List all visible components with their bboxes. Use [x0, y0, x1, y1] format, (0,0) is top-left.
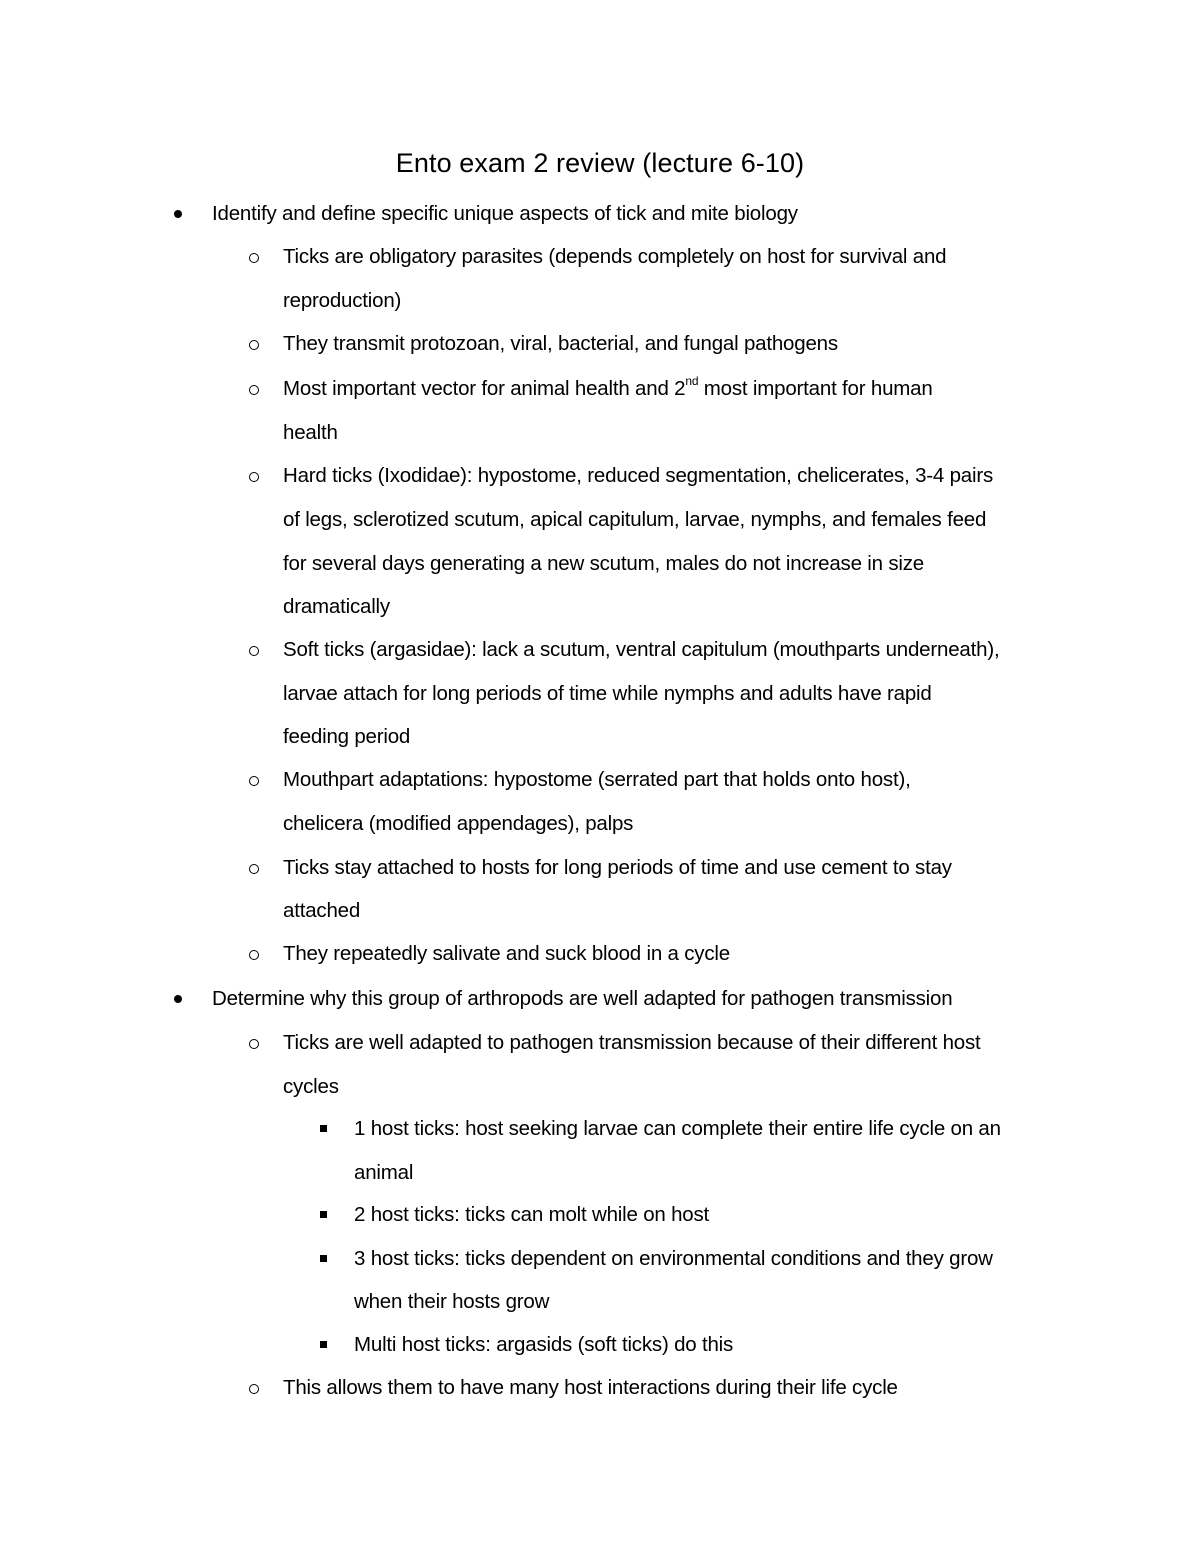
- bullet-square-icon: [320, 1211, 327, 1218]
- sub-list-item-line: 3 host ticks: ticks dependent on environmental conditions and they grow: [354, 1247, 993, 1270]
- list-item-line: They transmit protozoan, viral, bacterial, and fungal pathogens: [283, 332, 838, 355]
- list-item-line: Ticks stay attached to hosts for long periods of time and use cement to stay: [283, 856, 952, 879]
- list-item-line: attached: [283, 899, 361, 922]
- bullet-circle-icon: [249, 472, 259, 482]
- bullet-square-icon: [320, 1125, 327, 1132]
- bullet-dot-icon: [174, 210, 182, 218]
- list-item-line: cycles: [283, 1075, 339, 1098]
- sub-list-item-line: 1 host ticks: host seeking larvae can complete their entire life cycle on an: [354, 1117, 1001, 1140]
- list-item-line: reproduction): [283, 289, 402, 312]
- list-item-line: Soft ticks (argasidae): lack a scutum, ventral capitulum (mouthparts underneath),: [283, 638, 1000, 661]
- bullet-circle-icon: [249, 385, 259, 395]
- bullet-circle-icon: [249, 253, 259, 263]
- superscript: nd: [685, 374, 699, 389]
- list-item-line: larvae attach for long periods of time while nymphs and adults have rapid: [283, 682, 932, 705]
- document-title: Ento exam 2 review (lecture 6-10): [395, 148, 805, 178]
- list-item-line: Mouthpart adaptations: hypostome (serrated part that holds onto host),: [283, 768, 911, 791]
- bullet-dot-icon: [174, 995, 182, 1003]
- list-item-line: for several days generating a new scutum, males do not increase in size: [283, 552, 924, 575]
- list-item-line: [283, 374, 933, 404]
- bullet-square-icon: [320, 1255, 327, 1262]
- list-item-line: of legs, sclerotized scutum, apical capitulum, larvae, nymphs, and females feed: [283, 508, 987, 531]
- list-item-text: most important for human: [698, 377, 933, 400]
- sub-list-item-line: animal: [354, 1161, 414, 1184]
- sub-list-item-line: when their hosts grow: [354, 1290, 550, 1313]
- sub-list-item-line: 2 host ticks: ticks can molt while on host: [354, 1203, 710, 1226]
- section-heading: Determine why this group of arthropods are well adapted for pathogen transmission: [212, 987, 953, 1010]
- list-item-line: feeding period: [283, 725, 411, 748]
- list-item-line: chelicera (modified appendages), palps: [283, 812, 634, 835]
- bullet-circle-icon: [249, 1039, 259, 1049]
- list-item-line: health: [283, 421, 338, 444]
- list-item-text: Most important vector for animal health and 2: [283, 377, 686, 400]
- list-item-line: dramatically: [283, 595, 390, 618]
- list-item-line: They repeatedly salivate and suck blood in a cycle: [283, 942, 730, 965]
- list-item-line: This allows them to have many host interactions during their life cycle: [283, 1376, 898, 1399]
- bullet-circle-icon: [249, 776, 259, 786]
- bullet-circle-icon: [249, 864, 259, 874]
- bullet-circle-icon: [249, 950, 259, 960]
- bullet-circle-icon: [249, 1384, 259, 1394]
- sub-list-item-line: Multi host ticks: argasids (soft ticks) do this: [354, 1333, 734, 1356]
- list-item-line: Hard ticks (Ixodidae): hypostome, reduced segmentation, chelicerates, 3-4 pairs: [283, 464, 994, 487]
- section-heading: Identify and define specific unique aspects of tick and mite biology: [212, 202, 798, 225]
- list-item-line: Ticks are obligatory parasites (depends completely on host for survival and: [283, 245, 947, 268]
- list-item-line: Ticks are well adapted to pathogen transmission because of their different host: [283, 1031, 981, 1054]
- bullet-circle-icon: [249, 340, 259, 350]
- bullet-circle-icon: [249, 646, 259, 656]
- bullet-square-icon: [320, 1341, 327, 1348]
